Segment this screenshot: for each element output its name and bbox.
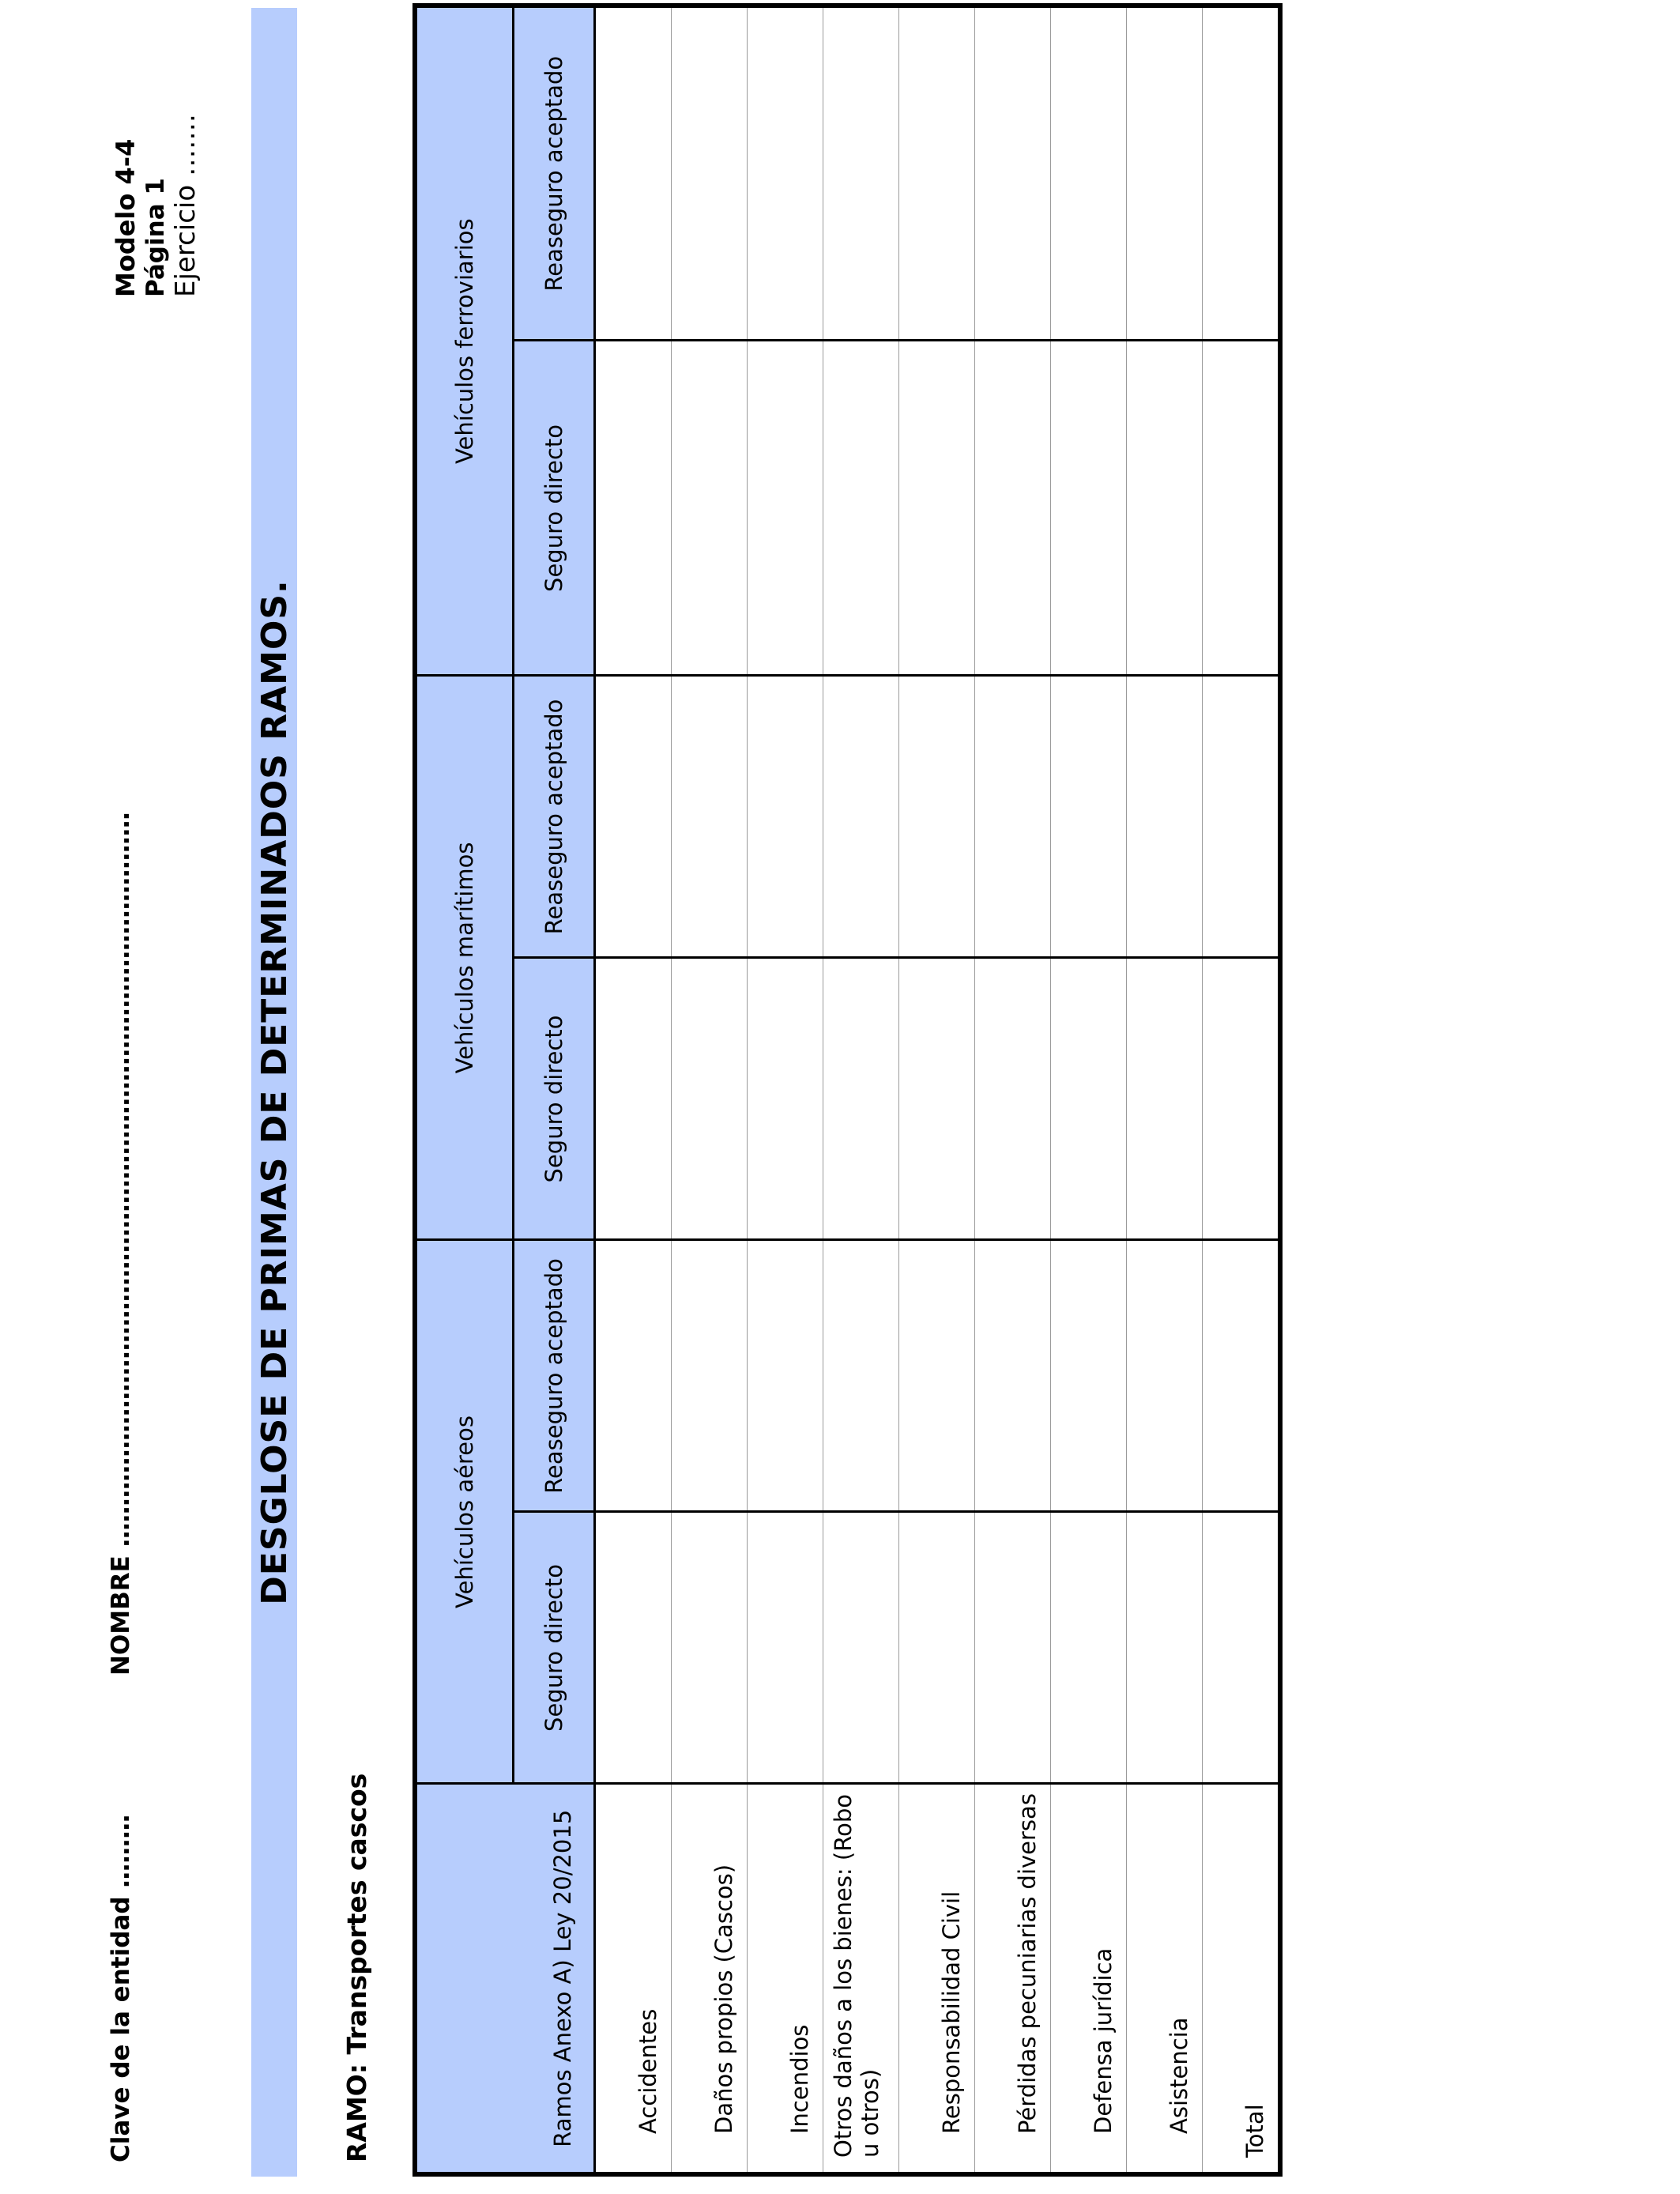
data-entry-cell[interactable]: [975, 6, 1051, 341]
page-number: Página 1: [141, 178, 170, 297]
data-entry-cell[interactable]: [1127, 6, 1203, 341]
data-entry-cell[interactable]: [823, 341, 899, 676]
data-entry-cell[interactable]: [1051, 1240, 1127, 1512]
data-entry-cell[interactable]: [1127, 1240, 1203, 1512]
data-entry-cell[interactable]: [1127, 341, 1203, 676]
data-entry-cell[interactable]: [1203, 1240, 1281, 1512]
row-label: Incendios: [748, 1784, 823, 2174]
data-entry-cell[interactable]: [1203, 958, 1281, 1240]
table-row: [1127, 6, 1203, 2174]
data-entry-cell[interactable]: [899, 341, 975, 676]
row-header-cell: Ramos Anexo A) Ley 20/2015: [415, 1784, 595, 2174]
premium-breakdown-table: [412, 8, 1268, 2177]
data-entry-cell[interactable]: [1127, 676, 1203, 958]
data-entry-cell[interactable]: [1051, 1512, 1127, 1784]
data-entry-cell[interactable]: [1051, 341, 1127, 676]
data-entry-cell[interactable]: [1203, 1512, 1281, 1784]
data-entry-cell[interactable]: [899, 676, 975, 958]
data-entry-cell[interactable]: [595, 958, 672, 1240]
table-row: [748, 6, 823, 2174]
premium-table: [412, 3, 1283, 2177]
row-label: Accidentes: [595, 1784, 672, 2174]
entity-code-label: Clave de la entidad ………: [107, 1814, 135, 2162]
subheader-seguro-directo: Seguro directo: [514, 958, 595, 1240]
data-entry-cell[interactable]: [823, 1240, 899, 1512]
data-entry-cell[interactable]: [748, 1512, 823, 1784]
table-row: [672, 6, 748, 2174]
data-entry-cell[interactable]: [1051, 676, 1127, 958]
data-entry-cell[interactable]: [672, 6, 748, 341]
data-entry-cell[interactable]: [748, 676, 823, 958]
data-entry-cell[interactable]: [1127, 1512, 1203, 1784]
data-entry-cell[interactable]: [899, 958, 975, 1240]
title-band: [251, 8, 297, 2177]
data-entry-cell[interactable]: [1127, 958, 1203, 1240]
data-entry-cell[interactable]: [899, 6, 975, 341]
ramo-label: RAMO: Transportes cascos: [341, 1773, 372, 2162]
data-entry-cell[interactable]: [672, 341, 748, 676]
subheader-reaseguro-aceptado: Reaseguro aceptado: [514, 1240, 595, 1512]
data-entry-cell[interactable]: [823, 6, 899, 341]
group-header-aereos: Vehículos aéreos: [415, 1240, 514, 1784]
data-entry-cell[interactable]: [672, 1512, 748, 1784]
document-title: DESGLOSE DE PRIMAS DE DETERMINADOS RAMOS.: [254, 579, 295, 1605]
data-entry-cell[interactable]: [748, 6, 823, 341]
data-entry-cell[interactable]: [672, 958, 748, 1240]
data-entry-cell[interactable]: [899, 1240, 975, 1512]
data-entry-cell[interactable]: [975, 1240, 1051, 1512]
fiscal-year-label: Ejercicio …….: [170, 114, 202, 297]
table-body: [595, 6, 1281, 2174]
table-row: [1203, 6, 1281, 2174]
data-entry-cell[interactable]: [823, 676, 899, 958]
data-entry-cell[interactable]: [672, 676, 748, 958]
row-label: Asistencia: [1127, 1784, 1203, 2174]
data-entry-cell[interactable]: [975, 958, 1051, 1240]
row-label: Daños propios (Cascos): [672, 1784, 748, 2174]
data-entry-cell[interactable]: [1203, 676, 1281, 958]
data-entry-cell[interactable]: [1203, 6, 1281, 341]
data-entry-cell[interactable]: [748, 341, 823, 676]
table-row: [595, 6, 672, 2174]
data-entry-cell[interactable]: [975, 676, 1051, 958]
subheader-seguro-directo: Seguro directo: [514, 341, 595, 676]
data-entry-cell[interactable]: [748, 958, 823, 1240]
data-entry-cell[interactable]: [595, 1512, 672, 1784]
total-row-label: Total: [1203, 1784, 1281, 2174]
row-label: Responsabilidad Civil: [899, 1784, 975, 2174]
data-entry-cell[interactable]: [748, 1240, 823, 1512]
table-row: [975, 6, 1051, 2174]
data-entry-cell[interactable]: [595, 341, 672, 676]
data-entry-cell[interactable]: [823, 1512, 899, 1784]
entity-name-label: NOMBRE ………………………………………………………………………………: [107, 812, 135, 1676]
row-label: Otros daños a los bienes: (Robo u otros): [823, 1784, 899, 2174]
data-entry-cell[interactable]: [595, 6, 672, 341]
data-entry-cell[interactable]: [672, 1240, 748, 1512]
subheader-seguro-directo: Seguro directo: [514, 1512, 595, 1784]
subheader-reaseguro-aceptado: Reaseguro aceptado: [514, 676, 595, 958]
subheader-reaseguro-aceptado: Reaseguro aceptado: [514, 6, 595, 341]
row-label: Defensa jurídica: [1051, 1784, 1127, 2174]
group-header-maritimos: Vehículos marítimos: [415, 676, 514, 1240]
table-row: [823, 6, 899, 2174]
group-header-ferroviarios: Vehículos ferroviarios: [415, 6, 514, 676]
row-label: Pérdidas pecuniarias diversas: [975, 1784, 1051, 2174]
data-entry-cell[interactable]: [975, 1512, 1051, 1784]
data-entry-cell[interactable]: [1051, 6, 1127, 341]
data-entry-cell[interactable]: [899, 1512, 975, 1784]
data-entry-cell[interactable]: [823, 958, 899, 1240]
data-entry-cell[interactable]: [1203, 341, 1281, 676]
table-row: [1051, 6, 1127, 2174]
data-entry-cell[interactable]: [595, 676, 672, 958]
model-info-block: [111, 114, 201, 297]
data-entry-cell[interactable]: [1051, 958, 1127, 1240]
data-entry-cell[interactable]: [595, 1240, 672, 1512]
model-number: Modelo 4-4: [111, 138, 141, 297]
table-row: [899, 6, 975, 2174]
data-entry-cell[interactable]: [975, 341, 1051, 676]
